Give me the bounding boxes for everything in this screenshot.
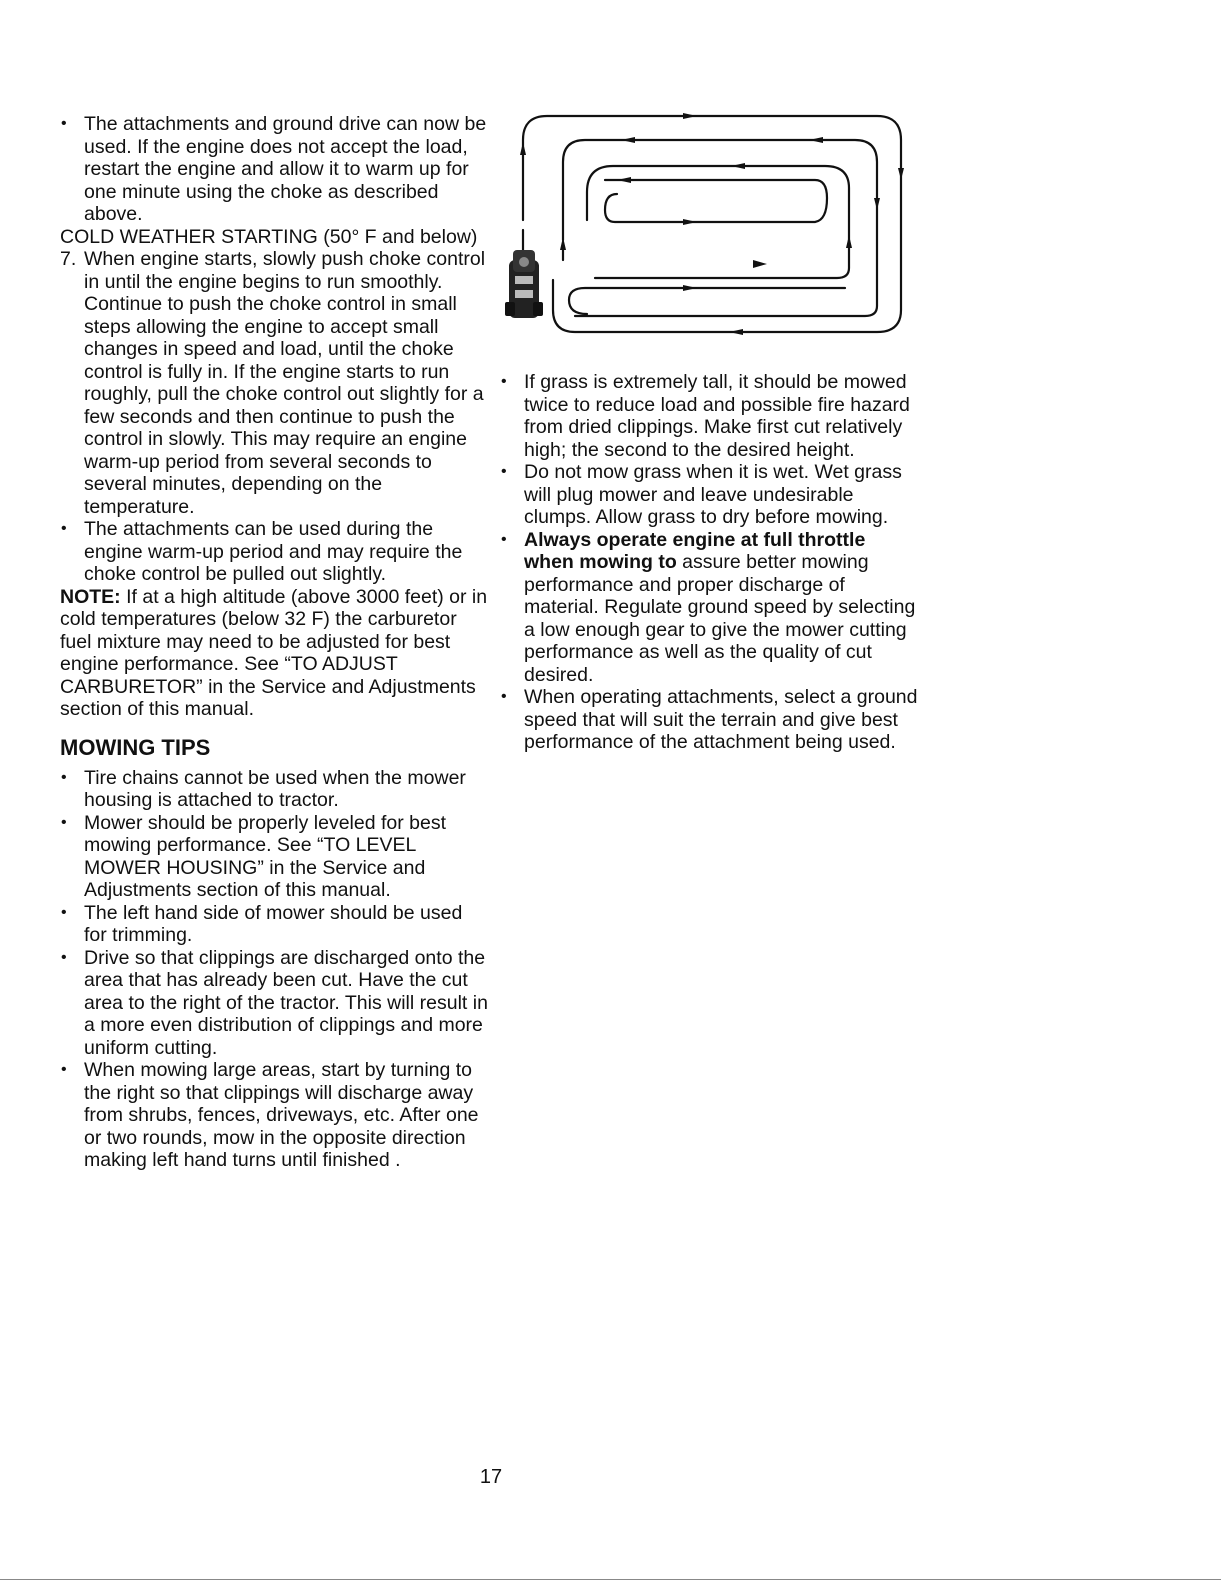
- arrow-left-2: [809, 137, 823, 143]
- tip-full-throttle-rest: assure better mowing performance and proper discharge of material. Regulate ground speed by selecting a low enough gear to give the mower cutting performance as well as the quality of cut desired.: [524, 551, 916, 686]
- note-text: If at a high altitude (above 3000 feet) or in cold temperatures (below 32 F) the carburetor fuel mixture may need to be adjusted for best engine performance. See “TO ADJUST CARBURETOR” in the Service and Adjustments section of this manual.: [60, 585, 488, 720]
- outer-path: [523, 116, 901, 332]
- arrow-left-3: [731, 163, 745, 169]
- arrow-right-1: [683, 113, 697, 119]
- page-number: 17: [479, 1466, 503, 1488]
- choke-bullet-1: • The attachments and ground drive can now be used. If the engine does not accept the load, restart the engine and allow it to warm up for one minute using the choke as described above.: [60, 113, 490, 226]
- arrow-up-2: [560, 237, 566, 250]
- arrow-right-3: [753, 260, 767, 268]
- arrow-right-2: [683, 219, 697, 225]
- tip-wet-grass: • Do not mow grass when it is wet. Wet grass will plug mower and leave undesirable clumps. Allow grass to dry before mowing.: [500, 461, 920, 529]
- choke-bullet-2: • The attachments can be used during the engine warm-up period and may require the choke control be pulled out slightly.: [60, 518, 490, 586]
- cold-weather-heading: COLD WEATHER STARTING (50° F and below): [60, 225, 478, 248]
- tip-tall-grass: • If grass is extremely tall, it should be mowed twice to reduce load and possible fire hazard from dried clippings. Make first cut relatively high; the second to the desired height.: [500, 371, 920, 461]
- mowing-tip-1: • Tire chains cannot be used when the mower housing is attached to tractor.: [60, 767, 490, 812]
- arrow-up-1: [520, 142, 526, 155]
- step-7-text: When engine starts, slowly push choke control in until the engine begins to run smoothly. Continue to push the choke control in small steps allowing the engine to accept small changes in speed and load, until the choke control is fully in. If the engine starts to run roughly, pull the choke control out slightly for a few seconds and then continue to push the control in slowly. This may require an engine warm-up period from several seconds to several minutes, depending on the temperature.: [84, 248, 486, 518]
- arrow-left-5: [729, 329, 743, 335]
- note-paragraph: [60, 586, 490, 721]
- fourth-path: [605, 180, 827, 222]
- mowing-pattern-diagram: [505, 110, 910, 348]
- tractor-icon: [505, 250, 543, 318]
- arrow-left-4: [617, 177, 631, 183]
- step-7-number: 7.: [60, 248, 77, 270]
- arrow-up-3: [846, 235, 852, 248]
- bottom-inner-path: [569, 288, 845, 314]
- left-column: [60, 113, 490, 1172]
- arrow-down-1: [898, 168, 904, 180]
- tip-full-throttle-bold: Always operate engine at full throttle when mowing to: [524, 528, 866, 573]
- arrow-down-2: [874, 198, 880, 210]
- step-7: [60, 248, 490, 518]
- right-column: [500, 371, 920, 754]
- bottom-rule: [0, 1579, 1221, 1580]
- mowing-tips-heading: MOWING TIPS: [60, 734, 211, 760]
- mowing-tip-3: • The left hand side of mower should be used for trimming.: [60, 902, 490, 947]
- mowing-tip-5: • When mowing large areas, start by turning to the right so that clippings will discharge away from shrubs, fences, driveways, etc. After one or two rounds, mow in the opposite direction making left hand turns until finished .: [60, 1059, 490, 1172]
- mowing-tip-2: • Mower should be properly leveled for best mowing performance. See “TO LEVEL MOWER HOUSING” in the Service and Adjustments section of this manual.: [60, 812, 490, 902]
- mowing-tip-4: • Drive so that clippings are discharged onto the area that has already been cut. Have the cut area to the right of the tractor. This will result in a more even distribution of clippings and more uniform cutting.: [60, 947, 490, 1060]
- note-label: NOTE:: [60, 585, 121, 608]
- arrow-left-1: [621, 137, 635, 143]
- arrow-right-4: [683, 285, 697, 291]
- tip-full-throttle: [500, 529, 920, 687]
- tip-attachments: • When operating attachments, select a ground speed that will suit the terrain and give best performance of the attachment being used.: [500, 686, 920, 754]
